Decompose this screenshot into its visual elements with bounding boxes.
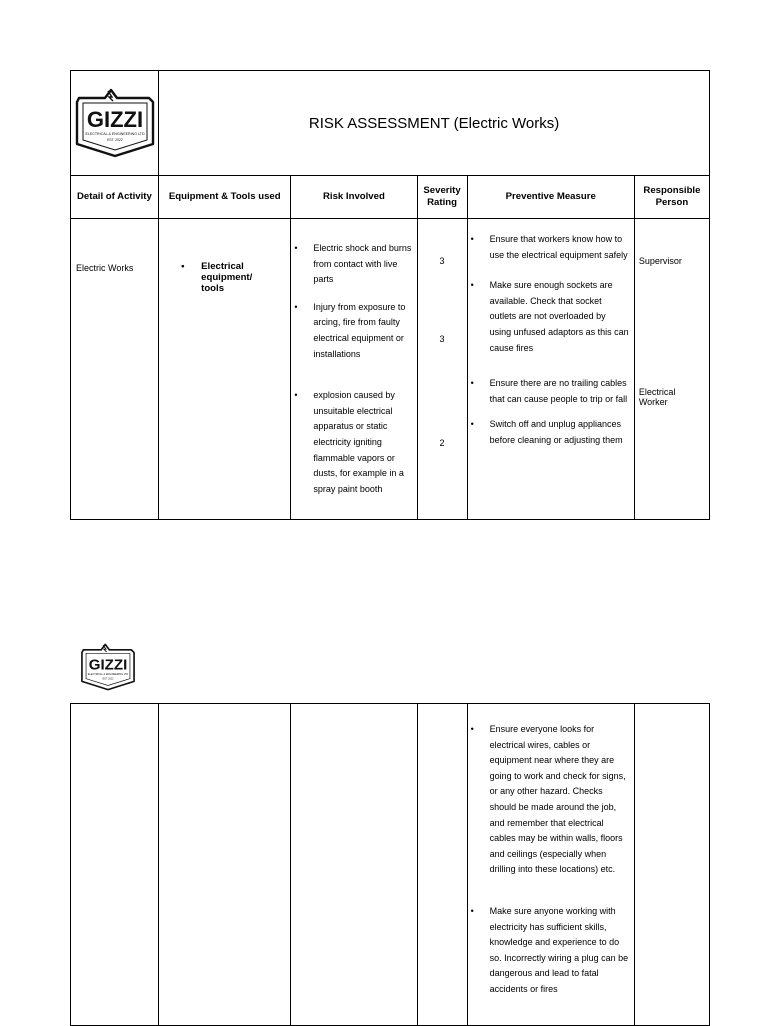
severity-value: 3 <box>439 334 445 344</box>
measure-item: • Ensure everyone looks for electrical wires, cables or equipment near where they are going to work and check for signs, or any other hazard. Checks should be made around the job, and remember that electrical cables may be within walls, floors and ceilings (especially when drilling into these locations) etc. <box>468 722 630 878</box>
measures-cell <box>467 219 634 520</box>
company-logo <box>75 88 155 158</box>
risk-assessment-table-continued <box>70 703 710 1026</box>
logo-name: GIZZI <box>86 107 143 132</box>
responsible-person: Supervisor <box>638 256 682 266</box>
risk-item: • explosion caused by unsuitable electrical apparatus or static electricity igniting flammable vapors or dusts, for example in a spray paint booth <box>291 388 413 497</box>
measure-item: • Make sure anyone working with electricity has sufficient skills, knowledge and experience to do so. Incorrectly wiring a plug can be dangerous and lead to fatal accidents or fires <box>468 904 630 998</box>
logo-cell <box>71 71 159 176</box>
header-responsible: Responsible Person <box>634 176 709 219</box>
risk-assessment-table <box>70 70 710 520</box>
measure-item: • Ensure there are no trailing cables that can cause people to trip or fall <box>468 376 630 407</box>
logo-est: EST. 2022 <box>102 678 114 681</box>
severity-cell <box>417 219 467 520</box>
activity-cell <box>71 219 159 520</box>
tools-cell <box>159 219 291 520</box>
table-row <box>71 704 710 1026</box>
page-title: RISK ASSESSMENT (Electric Works) <box>159 71 710 176</box>
measure-item: • Make sure enough sockets are available. Check that socket outlets are not overloaded by using unfused adaptors as this can cause fires <box>468 278 630 356</box>
tool-item: • Electrical equipment/ tools <box>179 261 271 294</box>
risks-cell <box>291 219 417 520</box>
risks-cell <box>291 704 417 1026</box>
table-row <box>71 219 710 520</box>
logo-est: EST. 2022 <box>106 138 123 142</box>
responsible-person: Electrical Worker <box>638 387 676 407</box>
risk-item: • Electric shock and burns from contact with live parts <box>291 241 413 288</box>
header-measure: Preventive Measure <box>467 176 634 219</box>
measures-cell <box>467 704 634 1026</box>
measure-item: • Switch off and unplug appliances before cleaning or adjusting them <box>468 417 630 448</box>
measure-item: • Ensure that workers know how to use the electrical equipment safely <box>468 232 630 263</box>
severity-value: 3 <box>439 256 445 266</box>
activity-cell <box>71 704 159 1026</box>
header-tools: Equipment & Tools used <box>159 176 291 219</box>
company-logo <box>80 643 136 691</box>
severity-value: 2 <box>439 438 445 448</box>
tools-cell <box>159 704 291 1026</box>
responsible-cell <box>634 704 709 1026</box>
header-activity: Detail of Activity <box>71 176 159 219</box>
logo-name: GIZZI <box>88 656 128 674</box>
responsible-cell <box>634 219 709 520</box>
header-severity: Severity Rating <box>417 176 467 219</box>
header-risk: Risk Involved <box>291 176 417 219</box>
logo-subtitle: ELECTRICAL & ENGINEERING LTD <box>87 673 129 677</box>
logo-subtitle: ELECTRICAL & ENGINEERING LTD <box>85 132 145 136</box>
risk-item: • Injury from exposure to arcing, fire from faulty electrical equipment or installations <box>291 300 413 362</box>
severity-cell <box>417 704 467 1026</box>
activity-text: Electric Works <box>76 263 134 273</box>
